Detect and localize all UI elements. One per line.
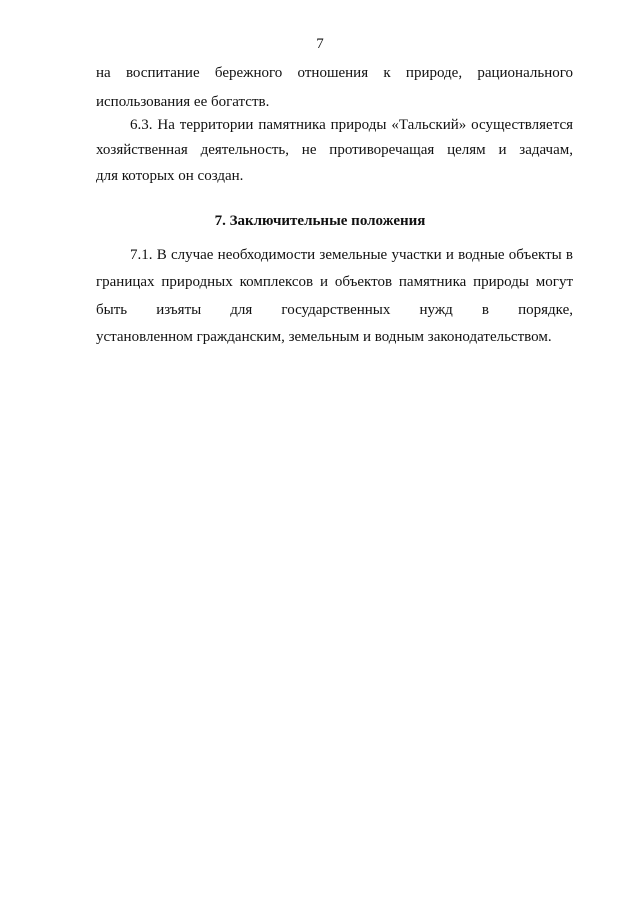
- paragraph-line: установленном гражданским, земельным и водным законодательством.: [96, 329, 552, 345]
- section-heading: 7. Заключительные положения: [214, 213, 426, 229]
- paragraph-line-clause-6-3: 6.3. На территории памятника природы «Тальский» осуществляется: [130, 117, 573, 133]
- page-number: 7: [316, 36, 324, 52]
- paragraph-line: быть изъяты для государственных нужд в порядке,: [96, 302, 573, 318]
- paragraph-line: для которых он создан.: [96, 168, 244, 184]
- paragraph-line: на воспитание бережного отношения к природе, рационального: [96, 65, 573, 81]
- paragraph-line: хозяйственная деятельность, не противоречащая целям и задачам,: [96, 142, 573, 158]
- paragraph-line: использования ее богатств.: [96, 94, 270, 110]
- paragraph-line: границах природных комплексов и объектов памятника природы могут: [96, 274, 573, 290]
- paragraph-line-clause-7-1: 7.1. В случае необходимости земельные участки и водные объекты в: [130, 247, 573, 263]
